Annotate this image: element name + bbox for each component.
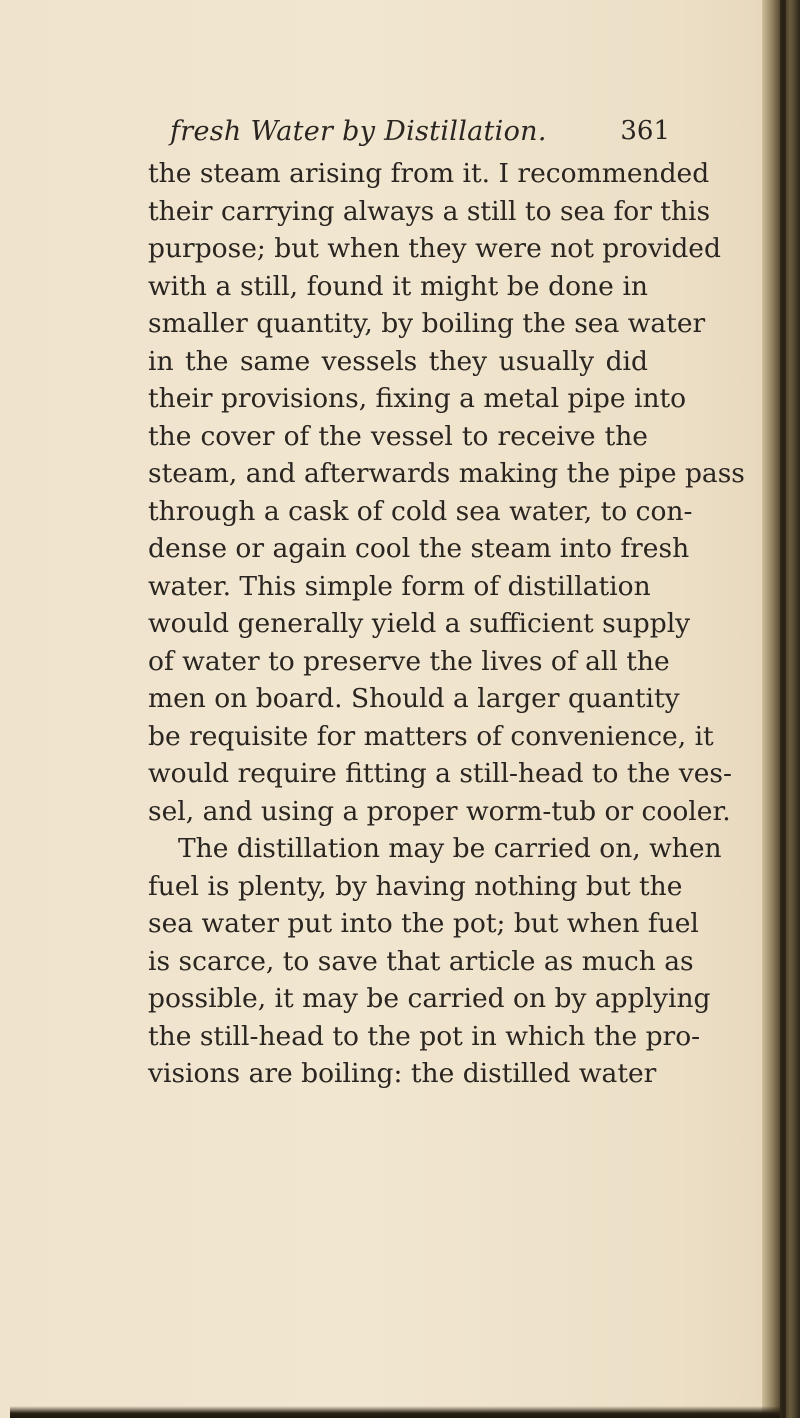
body-text [148,155,745,1093]
text-line: their provisions, fixing a metal pipe into [148,383,687,414]
text-line: sel, and using a proper worm-tub or cooler. [148,795,731,827]
page-header [170,108,670,148]
text-line: of water to preserve the lives of all the [148,645,670,677]
text-line: their carrying always a still to sea for this [148,195,711,227]
text-line: men on board. Should a larger quantity [148,683,680,714]
running-head: fresh Water by Distillation. [170,116,547,147]
text-line: smaller quantity, by boiling the sea water [148,308,706,339]
text-line: the cover of the vessel to receive the [148,420,648,452]
text-line: sea water put into the pot; but when fuel [148,908,699,939]
text-line: steam, and afterwards making the pipe pass [148,458,745,489]
binding-shadow [780,0,786,1418]
text-line: through a cask of cold sea water, to con- [148,495,693,527]
text-line: dense or again cool the steam into fresh [148,533,690,564]
text-line: be requisite for matters of convenience, it [148,720,714,752]
text-line: with a still, found it might be done in [148,270,648,302]
text-line: in the same vessels they usually did [148,345,648,377]
text-line: would generally yield a sufficient supply [148,608,691,639]
page-number: 361 [620,116,670,146]
page-bottom-edge [10,1406,780,1418]
text-line: the still-head to the pot in which the pro- [148,1020,701,1052]
text-line: visions are boiling: the distilled water [148,1058,657,1089]
text-line: the steam arising from it. I recommended [148,158,710,189]
text-line: fuel is plenty, by having nothing but the [148,870,683,902]
text-line: The distillation may be carried on, when [178,833,722,864]
text-line: possible, it may be carried on by applying [148,983,711,1014]
binding-gutter [762,0,800,1418]
text-line: purpose; but when they were not provided [148,233,721,264]
text-line: is scarce, to save that article as much as [148,945,694,977]
text-line: water. This simple form of distillation [148,570,651,602]
text-line: would require fitting a still-head to the ves- [148,758,732,789]
